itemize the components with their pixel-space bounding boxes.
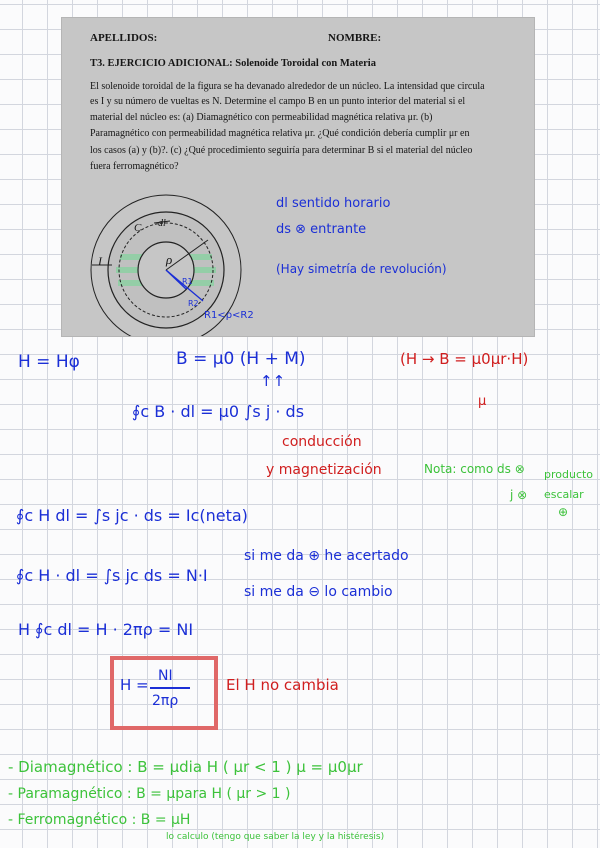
statement-line-1: El solenoide toroidal de la figura se ha devanado alrededor de un núcleo. La intensidad que circula: [90, 81, 485, 92]
circulation-h: ∮c H dl = ∫s jc · ds = Ic(neta): [16, 506, 248, 525]
figure-r1-label: R1: [182, 277, 193, 286]
h-unchanged-note: El H no cambia: [226, 676, 339, 694]
statement-line-4: Paramagnético con permeabilidad magnética relativa μr. ¿Qué condición debería cumplir μr en: [90, 128, 470, 139]
mu-label: μ: [478, 394, 487, 409]
paramagnetic-line: - Paramagnético : B = μpara H ( μr > 1 ): [8, 786, 291, 802]
green-note-plus: ⊕: [558, 505, 569, 519]
note-symmetry: (Hay simetría de revolución): [276, 262, 447, 276]
exercise-photo: [62, 18, 534, 336]
sign-check-negative: si me da ⊖ lo cambio: [244, 584, 393, 600]
figure-rho-label: ρ: [166, 252, 173, 267]
figure-curve-label: C: [134, 222, 142, 234]
circulation-b: ∮c B · dl = μ0 ∫s j · ds: [132, 402, 305, 421]
figure-dl-label: dl: [158, 218, 166, 229]
exercise-heading: T3. EJERCICIO ADICIONAL: Solenoide Toroidal con Materia: [90, 58, 376, 69]
result-numerator: NI: [158, 668, 173, 684]
statement-line-5: los casos (a) y (b)?. (c) ¿Qué procedimiento seguiría para determinar B si el material del núcleo: [90, 145, 473, 156]
magnetization-note: y magnetización: [266, 462, 382, 478]
statement-line-6: fuera ferromagnético?: [90, 161, 179, 172]
h-phi: H = Hφ: [18, 352, 80, 372]
circulation-h-ni: ∮c H · dl = ∫s jc ds = N·I: [16, 566, 208, 585]
h-times-2pi: H ∮c dl = H · 2πρ = NI: [18, 620, 194, 639]
figure-r2-label: R2: [188, 299, 199, 308]
statement-line-2: es I y su número de vueltas es N. Determine el campo B en un punto interior del material si el: [90, 96, 466, 107]
h-to-b-relation: (H → B = μ0μr·H): [400, 350, 529, 368]
toroid-diagram: [62, 18, 534, 336]
b-equation: B = μ0 (H + M): [176, 349, 306, 369]
diamagnetic-line: - Diamagnético : B = μdia H ( μr < 1 ) μ = μ0μr: [8, 758, 363, 776]
double-arrow: ↑↑: [260, 372, 286, 390]
result-denominator: 2πρ: [152, 693, 179, 709]
statement-line-3: material del núcleo es: (a) Diamagnético con permeabilidad magnética relativa μr. (b): [90, 112, 433, 123]
result-fraction-bar: [150, 687, 190, 689]
green-note-j: j ⊗: [510, 488, 528, 502]
conduction-note: conducción: [282, 434, 362, 450]
ferromagnetic-line: - Ferromagnético : B = μH: [8, 812, 191, 828]
ferromagnetic-note: lo calculo (tengo que saber la ley y la histéresis): [166, 832, 385, 842]
green-note-escalar: escalar: [544, 488, 584, 501]
note-dl-direction: dl sentido horario: [276, 196, 391, 211]
result-h: H =: [120, 676, 149, 694]
note-ds-direction: ds ⊗ entrante: [276, 222, 367, 237]
nombre-label: NOMBRE:: [328, 32, 382, 44]
note-range: R1<ρ<R2: [204, 310, 254, 321]
figure-current-label: I: [98, 254, 102, 268]
green-note: Nota: como ds ⊗: [424, 462, 525, 476]
apellidos-label: APELLIDOS:: [90, 32, 158, 44]
green-note-producto: producto: [544, 468, 594, 481]
sign-check-positive: si me da ⊕ he acertado: [244, 548, 409, 564]
